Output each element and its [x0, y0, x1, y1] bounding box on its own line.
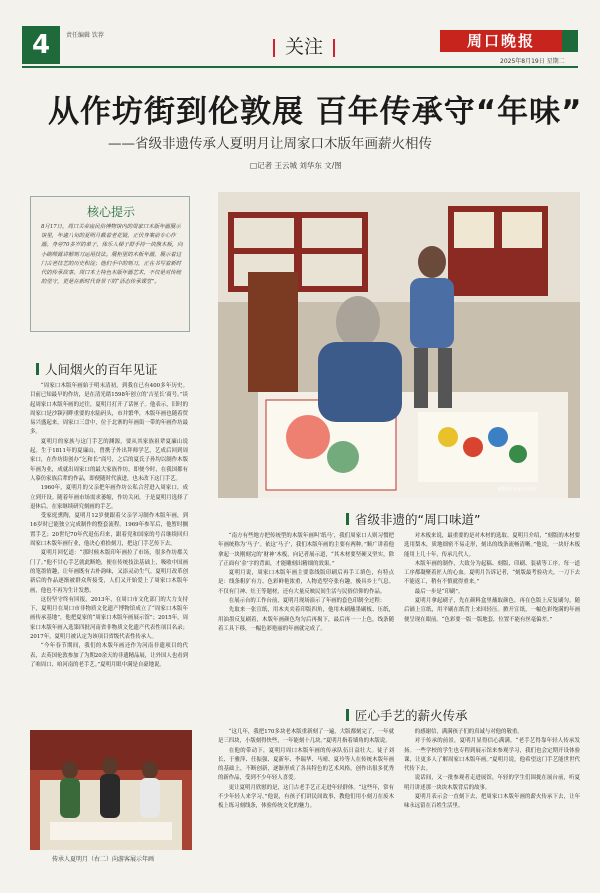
section-heading-middle: 省级非遗的“周口味道” — [346, 510, 480, 528]
column-left — [30, 382, 188, 670]
column-bottom-1 — [218, 728, 394, 812]
paragraph: 夏明月拿起刷子，先在颜料盒里蘸取颜色，再在色版上反复刷匀，随后铺上宣纸，用平刷在纸背上来回轻压。掀开宣纸，一幅色彩饱满的年画便呈现在眼前。“色彩要一版一版地套，位置不能有丝毫偏差。” — [404, 598, 580, 623]
newspaper-logo: 周口晚报 — [440, 30, 562, 52]
paragraph: 夏明月表示会一直刻下去，把周家口木版年画的薪火传承下去，让年味永远留在百姓生活里。 — [404, 794, 580, 810]
paragraph: 受家庭熏陶，夏明月12岁便跟着父亲学习制作木版年画，到16岁时已能独立完成制作的整套流程。1969年参军后，他暂时搁置手艺；20世纪70年代退伍归来，跟着党和国家的号召继续回归周家口木版年画行业，他决心重拾刻刀，把这门手艺传下去。 — [30, 513, 188, 548]
section-title: 关注 — [284, 36, 323, 58]
section-label — [258, 32, 350, 59]
secondary-photo-illustration — [30, 730, 192, 850]
main-photo — [218, 192, 580, 498]
paragraph: 夏明月说，周家口木版年画主要靠线版印刷后再手工填色，有特点是：线条粗犷有力、色彩鲜艳浓重，人物造型夸张有趣，极具乡土气息。不仅有门神、灶王等题材，还有大量反映民间生活与民俗信仰的作品。 — [218, 570, 394, 595]
column-bottom-2 — [404, 728, 580, 812]
page-number: 4 — [22, 26, 60, 64]
paragraph: 对于传承的前景，夏明月显得信心满满。“老手艺得靠年轻人传承发扬。一些学校的学生也专程到展示馆来参观学习，我们也会定期开设体验课，让更多人了解周家口木版年画。”夏明月说，他希望这门手艺能世世代代传下去。 — [404, 738, 580, 773]
column-middle-1 — [218, 532, 394, 634]
section-bar-left — [273, 39, 275, 57]
main-photo-caption: 夏明月为弟子示范 — [497, 487, 538, 493]
paragraph: 先取来一张宣纸，用木夹夹着印版四角，他用木刷蘸墨刷板、压纸，用油墨反复刷着，木版年画颜色均匀后再揭下，最后再一一上色，线条随着工具下移，一幅色彩艳丽的年画就完成了。 — [218, 607, 394, 632]
logo-tail — [562, 30, 578, 52]
headline: 从作坊街到伦敦展 百年传承守“年味” — [48, 94, 583, 130]
header-rule — [22, 66, 578, 68]
page-header — [0, 0, 600, 66]
paragraph: 这份坚守终有回报。2013年，在周口市文化部门的大力支持下，夏明月在周口市非物质文化遗产博物馆成立了“周家口木版年画传承基地”，他把夏家的“周家口木版年画展示馆”；2015年，周家口木版年画入选第四批河南省非物质文化遗产代表性项目名录；2017年，夏明月被认定为该项目省级代表性传承人。 — [30, 596, 188, 641]
tips-body: 8月17日，周口关帝庙民俗博物馆内的周家口木版年画展示馆里，年逾八旬的夏明月戴着老花镜，正伏身案前专心作画。身旁70多岁的弟子，体乐人梯子群手持一块熊木板，向小刷师露讲解刻刀运用技法。展柜里的木板年画，展示着这门古老技艺的历史积淀；他们手中的刻刀，正在书写着新时代的传承故事。周口本土特色木版年画艺术，不仅是对传统的坚守，更是在新时代背景下的“活态传承课堂”。 — [41, 224, 183, 286]
paragraph: 最后一步是“印刷”。 — [414, 588, 464, 595]
paragraph: 夏明月的家族与这门手艺的渊源，要从其家族祖辈夏廉山说起。生于1811年的夏廉山，曾携子外出拜师学艺，艺成后回到周家口，在作坊街创办“乞和长”商号，之后的夏氏子孙均以制作木版年画为业，成就出周家口的最大家族作坊，即便今时，在我国都有人摹仿家族后辈的作品，即便随时代演进，也未改下这门手艺。 — [30, 438, 188, 482]
paragraph: 的感谢信，满满孩子们的真诚与对他的敬重。 — [414, 729, 523, 735]
subheadline: ——省级非遗传承人夏明月让周家口木版年画薪火相传 — [108, 136, 432, 152]
secondary-photo-caption: 传承人夏明月（右二）向游客展示年画 — [52, 856, 155, 863]
paragraph: 说话间，又一批参观者走进展馆，年轻的学生们围拢在展台前，听夏明月讲述那一块块木版背后的故事。 — [404, 775, 580, 791]
paragraph: 1960年，夏明月的父亲把年画作坊公私合营进入周家口，成立到开设。随着年画市场需求萎缩，作坊关闭，于是夏明月选择了退休后，在家继续研究刻画的手艺。 — [30, 485, 188, 510]
paragraph: 更让夏明月欣慰的是，这门古老手艺正走进年轻群体。“这些年，常有不少年轻人来学习。”他说，有孩子们讲民间故事，教他们用小刻刀在废木板上练习刻线条，体验传统文化的魅力。 — [218, 784, 394, 810]
paragraph: “周家口木版年画始于明末清初，到我在已有400多年历史。目前已知最早的作坊，是在清光绪1598年创立的‘吉星长’商号。”谈起周家口木版年画的过往，夏明月打开了话匣子。他表示，旧时的周家口是沙颍河畔重要的水陆码头，市井繁华，木版年画也随着贸易兴盛起来。周家口三盘中，位于北寨的年画街一带的年画作坊最多。 — [30, 383, 188, 436]
main-photo-illustration — [218, 192, 580, 498]
paragraph: 对木板来说，最重要的是对木材的选取。夏明月介绍，“刻版的木材要选用梨木，质地细密不易走形，刻出的线条流畅清晰。”他说，一块好木板能用上几十年，传承几代人。 — [404, 533, 580, 558]
paragraph: 在他的带动下，夏明月周口木版年画的传承队伍日益壮大。徒子刘长、于雅萍、任振强、夏新年、李瑞华、马晴、夏玲等人在传统木版年画的基础上，不断创新，逐渐形成了各具特色的艺术风格，创作出很多优秀的新作品，受到不少年轻人喜爱。 — [218, 747, 394, 782]
column-middle-2 — [404, 532, 580, 625]
byline: □记者 王云城 刘华东 文/图 — [250, 161, 342, 170]
paragraph: 夏明月回忆道：“那时候木版印年画拉了市场，很多作坊都关门了。”他不甘心手艺就此断绝，便在传统技法基础上，吸收中国画的笔墨情趣，让年画既有古朴韵味，又添灵动生气。夏明月改革创新后的作品逐渐被群众所接受，人们又开始爱上了周家口木版年画，他也不再为生计发愁。 — [30, 550, 188, 594]
paragraph: 在展示台的工作台前，夏明月现场演示了年画的套色印制全过程： — [228, 598, 386, 605]
secondary-photo — [30, 730, 192, 850]
section-heading-left: 人间烟火的百年见证 — [36, 360, 158, 378]
paragraph: “今年春节期间，我们的木版年画还作为河南非遗项目的代表，去英国伦敦参加了为期20余天的非遗精品展，让外国人也看到了咱周口、咱河南的老手艺。”夏明月眼中满是自豪地说。 — [30, 643, 188, 668]
section-heading-bottom: 匠心手艺的薪火传承 — [346, 706, 468, 724]
section-bar-right — [333, 39, 335, 57]
paragraph: “这几年，我把170多块老木版重新刻了一遍，大版都刻完了，一年就是三四块，小版刻得快些，一年能刻十几块。”夏明月指着墙角的木版说。 — [218, 729, 394, 745]
key-tips-box — [30, 196, 190, 332]
editor-credit: 责任编辑 饮荐 — [66, 32, 104, 39]
paragraph: 木版年画的制作，大致分为起稿、刻版、印刷、装裱等工序。每一道工序都凝聚着匠人的心血。夏明月告诉记者，“刻版最考验功夫，一刀下去不能返工，稍有不慎就得重来。” — [404, 560, 580, 586]
issue-date: 2025年8月19日 星期二 — [500, 58, 565, 65]
paragraph: “南方有些地方把传统型的木版年画叫‘纸马’，我们周家口人则习惯把年画统称为‘马子’。依这‘马子’，我们木版年画的主要有两种。”顺广讲着他拿起一块刚刻完的‘财神’木板，向记者展示道，“其木材要坚硬又坚实，除了正面有‘金’字的背面，才能雕刻出精细的效果。” — [218, 533, 394, 567]
tips-title: 核心提示 — [86, 205, 135, 219]
